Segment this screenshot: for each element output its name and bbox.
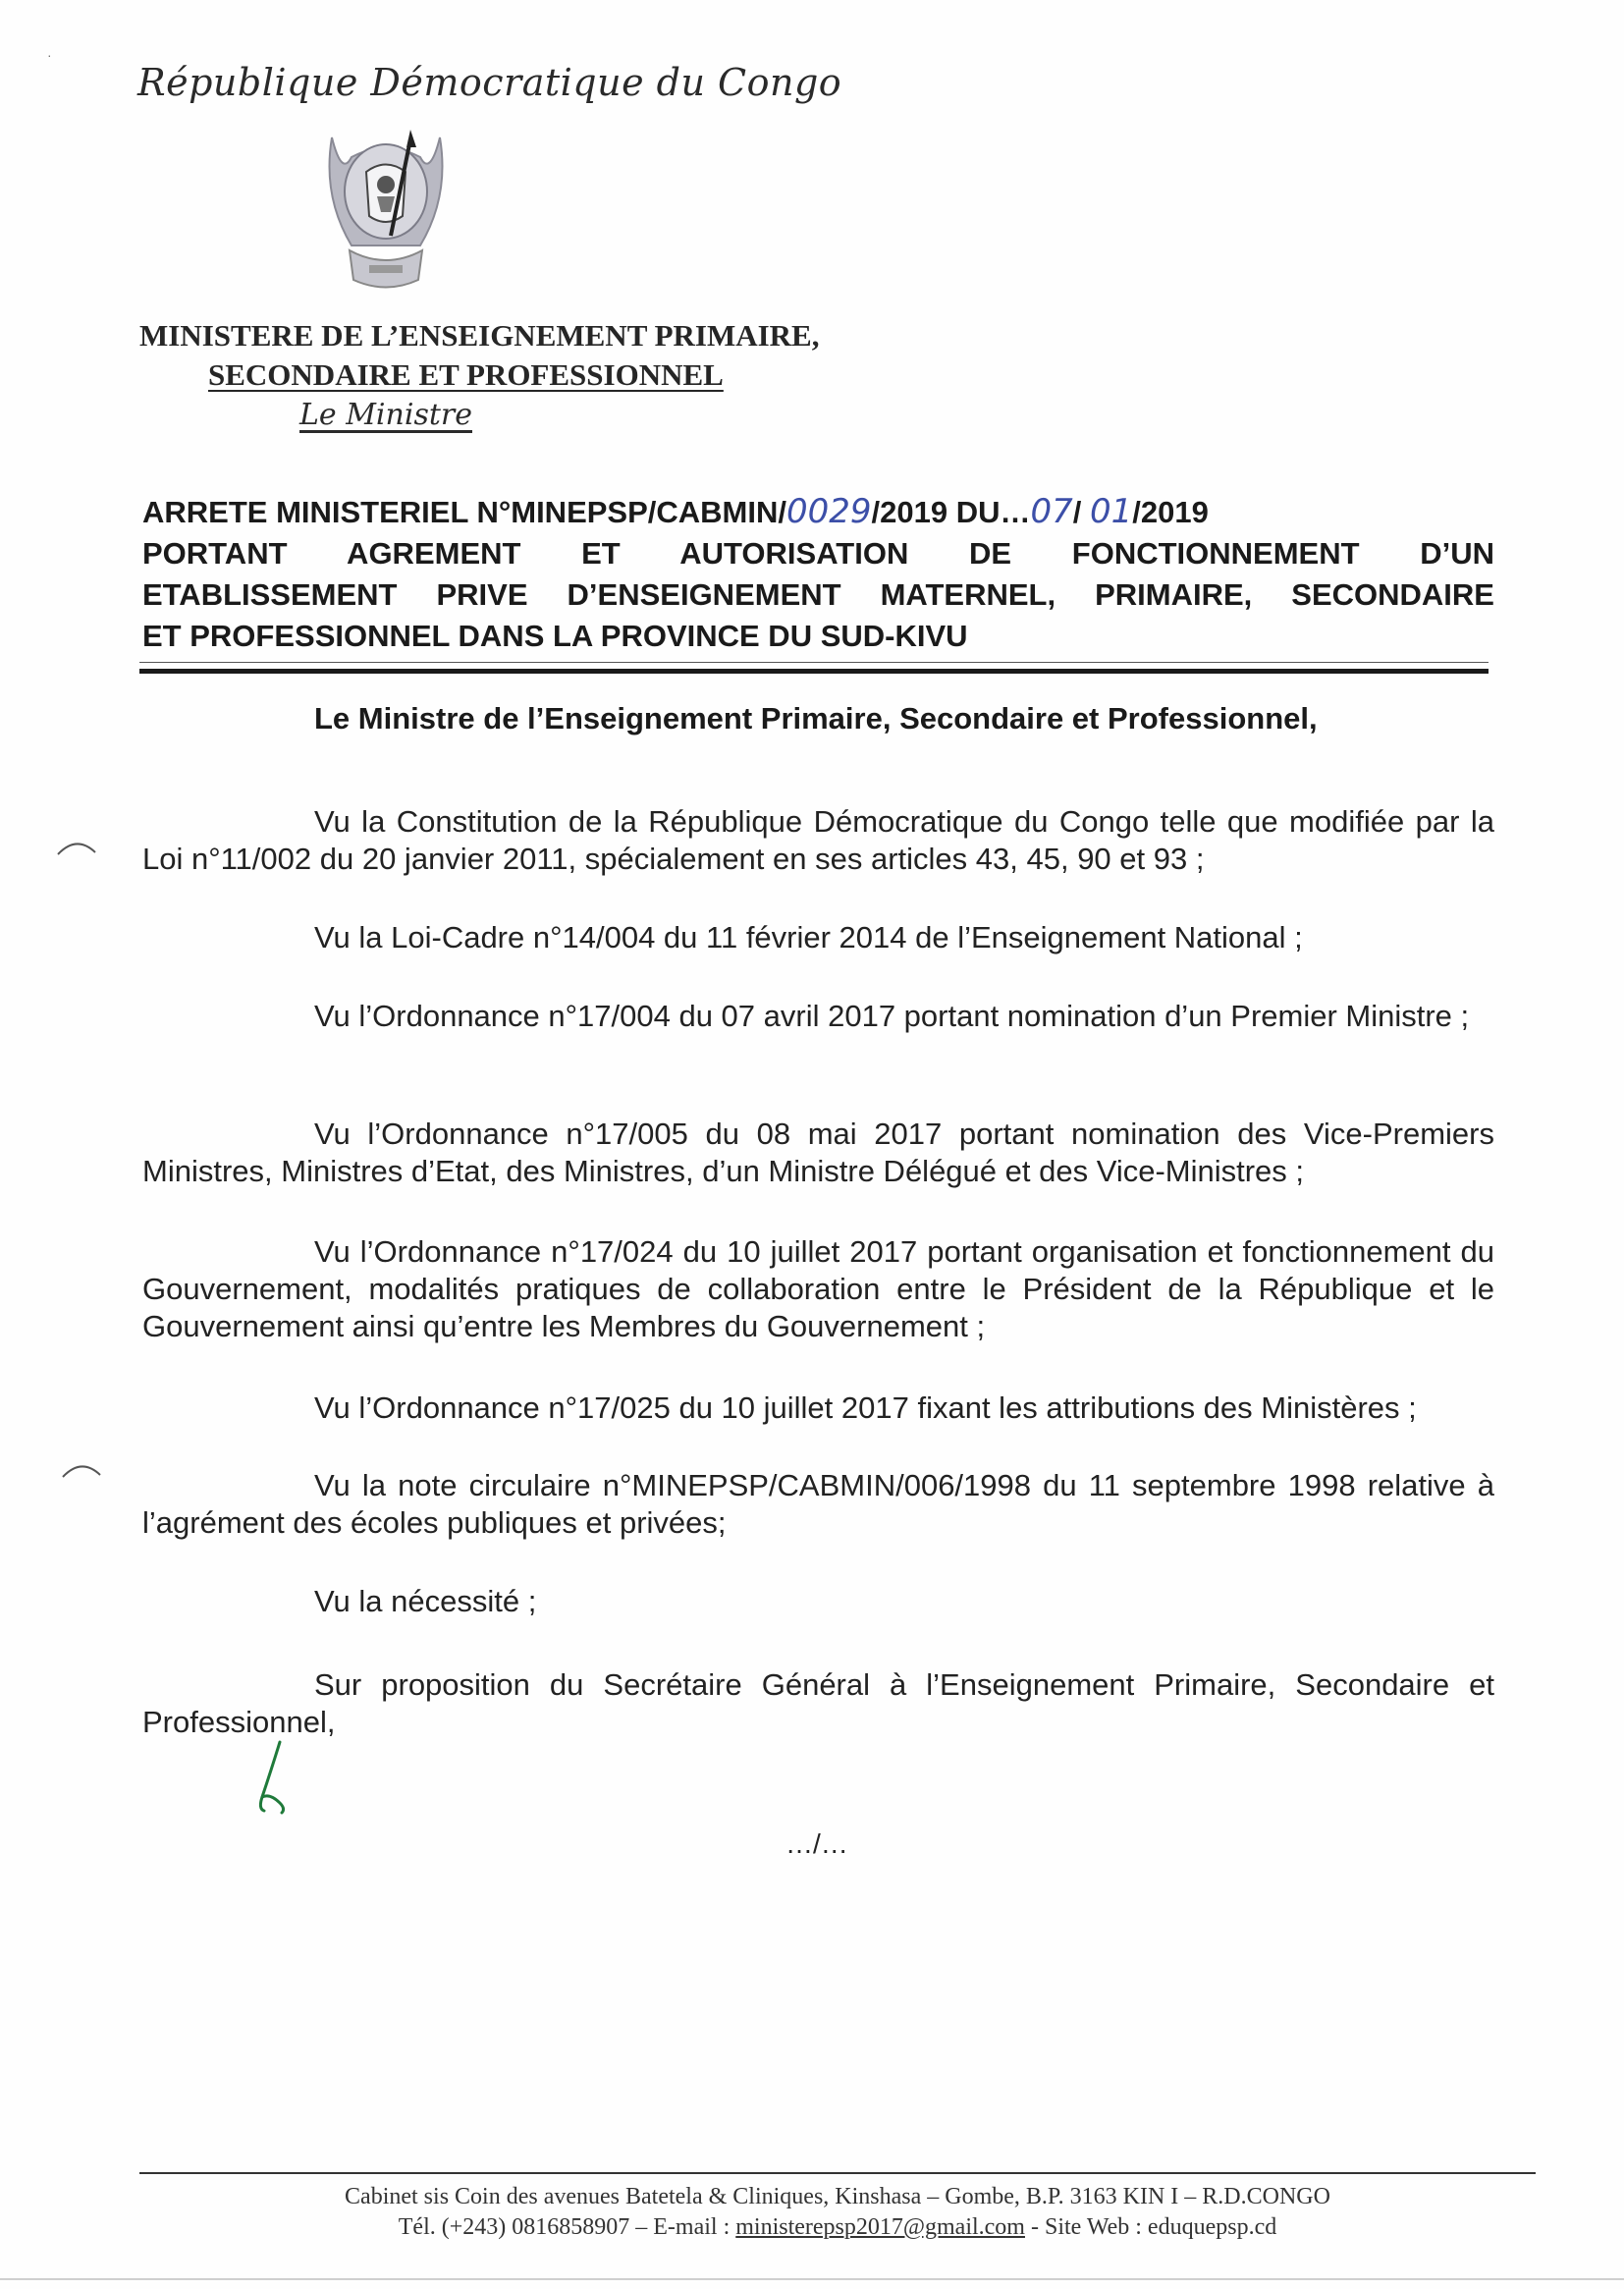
title-line-4: ET PROFESSIONNEL DANS LA PROVINCE DU SUD-KIVU (142, 619, 968, 653)
page-continuation: …/… (785, 1828, 848, 1859)
footer-website: - Site Web : eduquepsp.cd (1024, 2214, 1277, 2240)
ref-year: /2019 DU (871, 495, 1001, 529)
ministry-line-1: MINISTERE DE L’ENSEIGNEMENT PRIMAIRE, (139, 318, 820, 353)
paragraph-constitution: Vu la Constitution de la République Démocratique du Congo telle que modifiée par la Loi n°11/002 du 20 janvier 2011, spécialement en ses articles 43, 45, 90 et 93 ; (142, 804, 1494, 876)
ministry-line-2: SECONDAIRE ET PROFESSIONNEL (208, 357, 724, 392)
footer-address: Cabinet sis Coin des avenues Batetela & Cliniques, Kinshasa – Gombe, B.P. 3163 KIN I – R.D.CONGO (345, 2184, 1330, 2209)
title-line-2: PORTANT AGREMENT ET AUTORISATION DE FONCTIONNEMENT D’UN (142, 536, 1494, 571)
signatory-title: Le Ministre (299, 398, 472, 432)
paragraph-ordonnance-024: Vu l’Ordonnance n°17/024 du 10 juillet 2017 portant organisation et fonctionnement du Gouvernement, modalités pratiques de collaboration entre le Président de la République et le Gouvernement ainsi qu’entre les Membres du Gouvernement ; (142, 1234, 1494, 1343)
paragraph-loi-cadre: Vu la Loi-Cadre n°14/004 du 11 février 2014 de l’Enseignement National ; (314, 920, 1303, 954)
republic-heading: République Démocratique du Congo (137, 61, 842, 104)
punch-hole-mark-icon (54, 835, 99, 858)
decree-reference-line: ARRETE MINISTERIEL N°MINEPSP/CABMIN/0029/2019 DU…07/ 01/2019 (142, 492, 1209, 531)
paragraph-note-circulaire: Vu la note circulaire n°MINEPSP/CABMIN/006/1998 du 11 septembre 1998 relative à l’agrément des écoles publiques et privées; (142, 1468, 1494, 1540)
handwritten-initials-icon (250, 1738, 299, 1817)
ref-sep: / (1072, 495, 1082, 529)
ref-month-handwritten: 01 (1090, 492, 1133, 531)
paragraph-necessite: Vu la nécessité ; (314, 1584, 537, 1618)
scan-mark: · (47, 47, 52, 63)
ref-date-year: /2019 (1132, 495, 1209, 529)
footer-rule (139, 2172, 1536, 2174)
footer-email-link[interactable]: ministerepsp2017@gmail.com (735, 2214, 1025, 2240)
title-rule-thin (139, 662, 1489, 663)
punch-hole-mark-icon (59, 1457, 104, 1481)
preamble: Le Ministre de l’Enseignement Primaire, Secondaire et Professionnel, (314, 701, 1318, 736)
ref-prefix: ARRETE MINISTERIEL N°MINEPSP/CABMIN/ (142, 495, 786, 529)
scan-edge (0, 2278, 1624, 2280)
decree-title (142, 491, 1494, 657)
footer-phone: Tél. (+243) 0816858907 – E-mail : (398, 2214, 736, 2240)
ref-day-handwritten: 07 (1030, 492, 1073, 531)
paragraph-ordonnance-025: Vu l’Ordonnance n°17/025 du 10 juillet 2017 fixant les attributions des Ministères ; (314, 1390, 1417, 1425)
footer-contact (139, 2212, 1536, 2243)
footer (139, 2182, 1536, 2243)
title-line-3: ETABLISSEMENT PRIVE D’ENSEIGNEMENT MATERNEL, PRIMAIRE, SECONDAIRE (142, 577, 1494, 612)
title-rule (139, 669, 1489, 674)
ref-number-handwritten: 0029 (785, 492, 872, 531)
paragraph-proposition: Sur proposition du Secrétaire Général à l’Enseignement Primaire, Secondaire et Professionnel, (142, 1667, 1494, 1739)
coat-of-arms-icon (312, 118, 460, 304)
paragraph-ordonnance-004: Vu l’Ordonnance n°17/004 du 07 avril 2017 portant nomination d’un Premier Ministre ; (314, 999, 1470, 1033)
paragraph-ordonnance-005: Vu l’Ordonnance n°17/005 du 08 mai 2017 portant nomination des Vice-Premiers Ministres, Ministres d’Etat, des Ministres, d’un Ministre Délégué et des Vice-Ministres ; (142, 1117, 1494, 1188)
ministry-heading (139, 316, 819, 395)
